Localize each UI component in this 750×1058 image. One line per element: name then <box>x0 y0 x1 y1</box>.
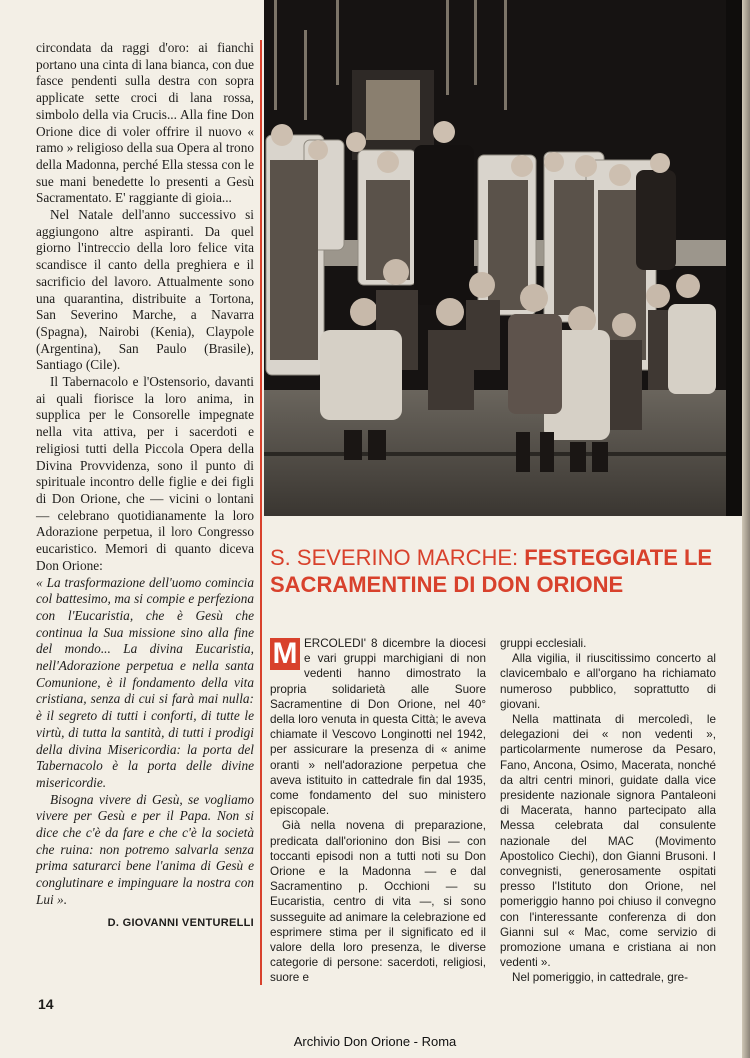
left-paragraph-2: Nel Natale dell'anno successivo si aggiungono altre aspiranti. Da quel giorno l'intreccio della loro felice vita scandisce il canto della preghiera e il sacrificio del lavoro. Attualmente sono una quarantina, distribuite a Tortona, San Severino Marche, a Navarra (Spagna), Nairobi (Kenia), Claypole (Argentina), San Paulo (Brasile), Santiago (Cile). <box>36 207 254 373</box>
headline-title: FESTEGGIATE LE SACRAMENTINE DI DON ORIONE <box>270 545 713 597</box>
article-column-1 <box>270 636 486 986</box>
red-column-rule <box>260 40 262 985</box>
left-column-text <box>36 40 254 931</box>
page-number: 14 <box>38 996 54 1012</box>
article-paragraph-2: Già nella novena di preparazione, predicata dall'orionino don Bisi — con toccanti episodi non a tutti noti su Don Orione e la Madonna — e dal Sacramentino p. Occhioni — su Eucaristia, centro di vita —, si sono susseguite ad animare la celebrazione ed esprimere stima per il significato ed il valore della loro presenza, le diverse categorie di persone: sacerdoti, religiosi, suore e <box>270 819 486 985</box>
article-headline <box>270 544 740 598</box>
article-paragraph-5: Nella mattinata di mercoledì, le delegazioni dei « non vedenti », particolarmente numerose da Pesaro, Fano, Ancona, Osimo, Macerata, nonché da altri centri minori, guidate dalla vice presidente nazionale signora Pantaleoni di Macerata, hanno partecipato alla Messa celebrata dal consulente nazionale del MAC (Movimento Apostolico Ciechi), don Gianni Brusoni. I convegnisti, generosamente ospitati presso l'Istituto don Orione, nel pomeriggio hanno poi chiuso il convegno con l'interessante conferenza di don Gianni sul « Mac, come servizio di promozione umana e cristiana ai non vedenti ». <box>500 713 716 970</box>
left-quote-1: « La trasformazione dell'uomo comincia col battesimo, ma si compie e perfeziona con l'Eucaristia, che è Gesù che continua la Sua missione sino alla fine del mondo... La divina Eucaristia, nell'Adorazione perpetua e nella santa Comunione, è il fondamento della vita cristiana, senza di cui si farà mai nulla: è il segreto di tutti i conforti, di tutte le virtù, di tutta la santità, di tutti i prodigi della divina Misericordia: la porta del Tabernacolo è la porta delle divine misericordie. <box>36 574 254 790</box>
group-photo-nuns-and-children <box>264 0 742 516</box>
article-column-2 <box>500 636 716 986</box>
article-paragraph-6: Nel pomeriggio, in cattedrale, gre- <box>512 971 689 985</box>
headline-location: S. SEVERINO MARCHE: <box>270 545 525 570</box>
left-paragraph-1: circondata da raggi d'oro: ai fianchi portano una cinta di lana bianca, con due fasce pendenti sulla destra con sopra applicate sette croci di lana rossa, simbolo della via Crucis... Alla fine Don Orione dice di voler offrire il nuovo « ramo » religioso della sua Opera al trono della Madonna, perché Ella stessa con le sue mani benedette lo presenti a Gesù Sacramentato. E' raggiante di gioia... <box>36 40 254 206</box>
left-quote-2: Bisogna vivere di Gesù, se vogliamo vivere per Gesù e per il Papa. Non si dice che c'è da fare e che c'è la società che ruina: non potremo salvarla senza prima saturarci bene l'anima di Gesù e conglutinare e impinguare la nostra con Lui ». <box>36 791 254 907</box>
article-paragraph-1: ERCOLEDI' 8 dicembre la diocesi e vari gruppi marchigiani di non vedenti hanno dimostrato la propria solidarietà alle Suore Sacramentine di Don Orione, nel 40° della loro venuta in questa Città; le aveva chiamate il Vescovo Longinotti nel 1942, per assicurare la presenza di « anime oranti » nell'adorazione perpetua che aveva istituito in cattedrale fin dal 1935, come fondamento del suo ministero episcopale. <box>270 637 486 818</box>
author-signature: D. GIOVANNI VENTURELLI <box>107 916 254 929</box>
article-paragraph-3: gruppi ecclesiali. <box>500 637 587 650</box>
drop-cap-letter: M <box>270 638 300 670</box>
article-paragraph-4: Alla vigilia, il riuscitissimo concerto al clavicembalo e all'organo ha richiamato numeroso pubblico, soprattutto di giovani. <box>500 652 716 711</box>
archive-footer: Archivio Don Orione - Roma <box>293 1034 457 1049</box>
left-paragraph-3: Il Tabernacolo e l'Ostensorio, davanti ai quali fiorisce la loro anima, in supplica per le Consorelle impegnate nella vita attiva, per i sacerdoti e religiosi tutti della Piccola Opera della Divina Provvidenza, sono il punto di spirituale incontro delle figlie e dei figli di Don Orione, che — vicini o lontani — celebrano quotidianamente la loro Adorazione perpetua, il loro Congresso eucaristico. Memori di quanto diceva Don Orione: <box>36 374 254 573</box>
page-edge-shadow <box>742 0 750 1058</box>
photo-illustration <box>264 0 742 516</box>
